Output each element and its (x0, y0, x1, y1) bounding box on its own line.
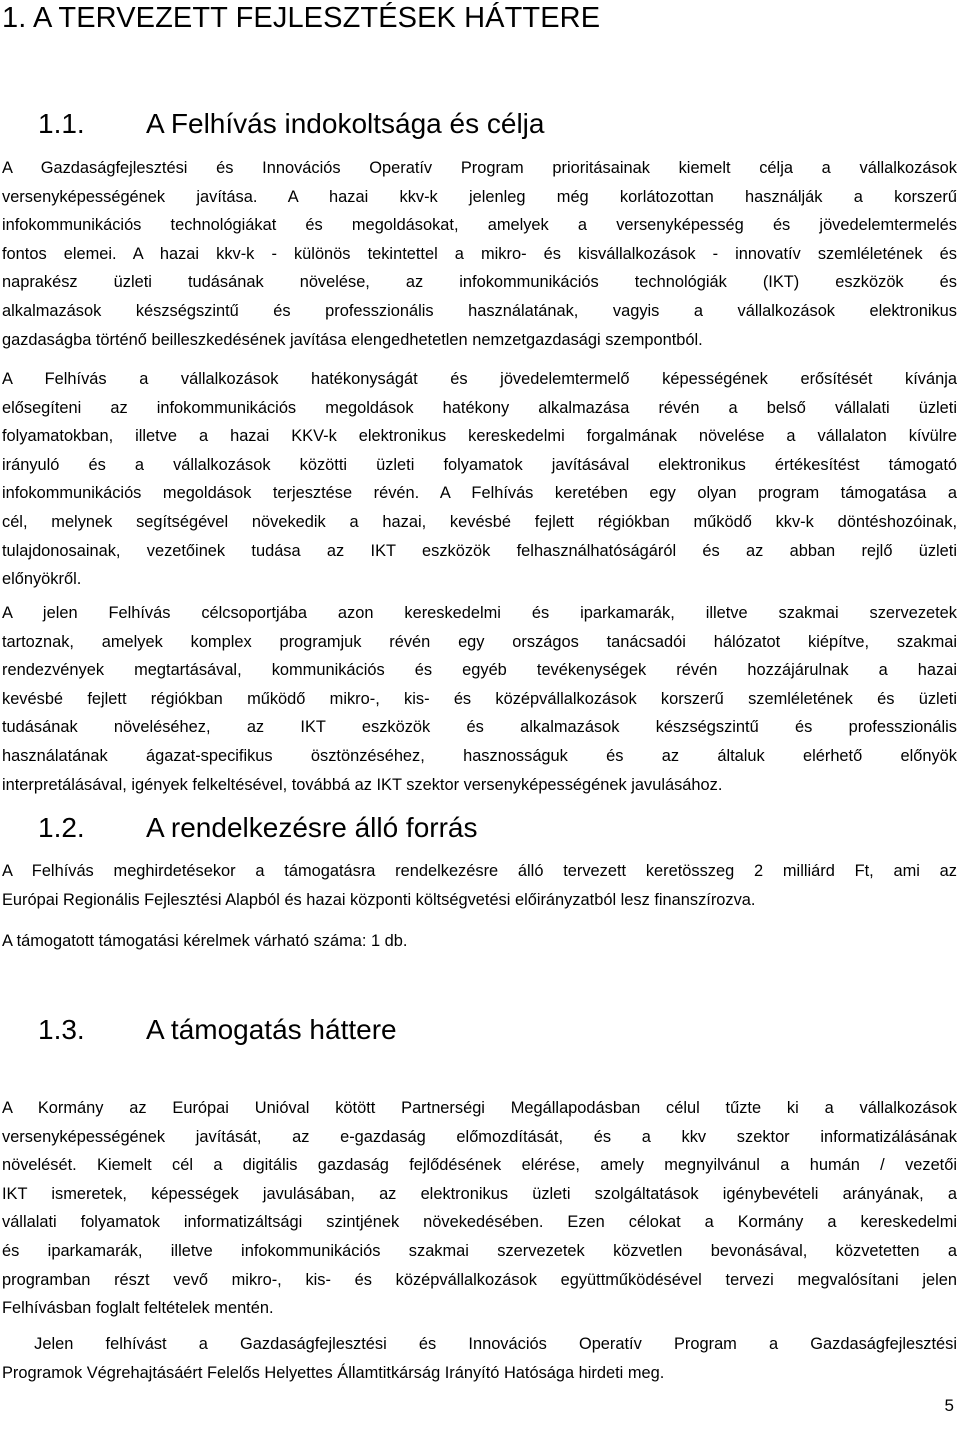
section-number: 1.3. (38, 1014, 85, 1045)
paragraph-line: alkalmazások készségszintű és professzionális használatának, vagyis a vállalkozások elektronikus (2, 301, 957, 320)
paragraph-line: irányuló és a vállalkozások közötti üzleti folyamatok javításával elektronikus értékesítést támogató (2, 455, 957, 474)
paragraph-line: interpretálásával, igények felkeltésével, továbbá az IKT szektor versenyképességének javulásához. (2, 775, 723, 794)
paragraph-line: cél, melynek segítségével növekedik a hazai, kevésbé fejlett régiókban működő kkv-k döntéshozóinak, (2, 512, 957, 531)
paragraph-line: fontos elemei. A hazai kkv-k - különös tekintettel a mikro- és kisvállalkozások - innovatív szemléletének és (2, 244, 957, 263)
section-title: A támogatás háttere (146, 1014, 397, 1045)
paragraph-line: A Gazdaságfejlesztési és Innovációs Operatív Program prioritásainak kiemelt célja a vállalkozások (2, 159, 957, 177)
paragraph-line: előnyökről. (2, 570, 82, 589)
section-heading (38, 108, 544, 140)
paragraph-line: tudásának növeléséhez, az IKT eszközök és alkalmazások készségszintű és professzionális (2, 718, 957, 737)
paragraph (2, 154, 957, 354)
paragraph-line: tartoznak, amelyek komplex programjuk révén egy országos tanácsadói hálózatot kiépítve, szakmai (2, 632, 957, 651)
section-title: A rendelkezésre álló forrás (146, 812, 478, 843)
section-number: 1.1. (38, 108, 85, 139)
paragraph (2, 365, 957, 594)
paragraph-line: programban részt vevő mikro-, kis- és középvállalkozások együttműködésével tervezi megvalósítani jelen (2, 1270, 957, 1289)
paragraph-line: Európai Regionális Fejlesztési Alapból és hazai központi költségvetési előirányzatból lesz finanszírozva. (2, 890, 756, 909)
paragraph-line: infokommunikációs megoldások terjesztése révén. A Felhívás keretében egy olyan program támogatása a (2, 484, 957, 503)
paragraph-line: A támogatott támogatási kérelmek várható száma: 1 db. (2, 932, 408, 950)
paragraph-line: versenyképességének javítása. A hazai kkv-k jelenleg még korlátozottan használják a korszerű (2, 187, 957, 206)
paragraph-line: A Felhívás meghirdetésekor a támogatásra rendelkezésre álló tervezett keretösszeg 2 milliárd Ft, ami az (2, 862, 957, 880)
section-heading (38, 1014, 397, 1046)
paragraph-line: A Kormány az Európai Unióval kötött Partnerségi Megállapodásban célul tűzte ki a vállalkozások (2, 1099, 957, 1117)
page-number: 5 (944, 1396, 954, 1415)
paragraph-line: A jelen Felhívás célcsoportjába azon kereskedelmi és iparkamarák, illetve szakmai szervezetek (2, 604, 957, 622)
paragraph-line: A Felhívás a vállalkozások hatékonyságát és jövedelemtermelő képességének erősítését kívánja (2, 370, 957, 388)
paragraph-line: versenyképességének javítását, az e-gazdaság előmozdítását, és a kkv szektor informatizálásának (2, 1127, 957, 1146)
paragraph-line: és iparkamarák, illetve infokommunikációs szakmai szervezetek közvetlen bevonásával, közvetetten a (2, 1241, 957, 1260)
paragraph-line: növelését. Kiemelt cél a digitális gazdaság fejlődésének elérése, amely megnyilvánul a humán / vezetői (2, 1156, 957, 1175)
paragraph (2, 1330, 957, 1387)
paragraph-line: Felhívásban foglalt feltételek mentén. (2, 1299, 274, 1318)
paragraph-line: folyamatokban, illetve a hazai KKV-k elektronikus kereskedelmi forgalmának növelése a vállalaton kívülre (2, 427, 957, 446)
paragraph (2, 1094, 957, 1323)
section-number: 1.2. (38, 812, 85, 843)
paragraph-line: vállalati folyamatok informatizáltsági szintjének növekedésében. Ezen célokat a Kormány a kereskedelmi (2, 1213, 957, 1232)
paragraph-line: infokommunikációs technológiákat és megoldásokat, amelyek a versenyképesség és jövedelemtermelés (2, 216, 957, 235)
paragraph-line: használatának ágazat-specifikus ösztönzéséhez, hasznosságuk és az általuk elérhető előnyök (2, 746, 957, 765)
section-heading (38, 812, 478, 844)
paragraph-line: naprakész üzleti tudásának növelése, az infokommunikációs technológiák (IKT) eszközök és (2, 273, 957, 292)
paragraph-line: kevésbé fejlett régiókban működő mikro-, kis- és középvállalkozások korszerű szemléletének és üzleti (2, 689, 957, 708)
paragraph-line: tulajdonosainak, vezetőinek tudása az IKT eszközök felhasználhatóságáról és az abban rejlő üzleti (2, 541, 957, 560)
section-title: A Felhívás indokoltsága és célja (146, 108, 545, 139)
paragraph (2, 857, 957, 914)
paragraph-line: Jelen felhívást a Gazdaságfejlesztési és Innovációs Operatív Program a Gazdaságfejlesztési (2, 1335, 957, 1353)
paragraph-line: Programok Végrehajtásáért Felelős Helyettes Államtitkárság Irányító Hatósága hirdeti meg. (2, 1363, 665, 1382)
paragraph-line: elősegíteni az infokommunikációs megoldások hatékony alkalmazása révén a belső vállalati üzleti (2, 398, 957, 417)
paragraph (2, 927, 957, 956)
paragraph-line: IKT ismeretek, képességek javulásában, az elektronikus üzleti szolgáltatások igénybevételi arányának, a (2, 1184, 957, 1203)
paragraph-line: gazdaságba történő beilleszkedésének javítása elengedhetetlen nemzetgazdasági szempontból. (2, 330, 703, 349)
paragraph (2, 599, 957, 799)
chapter-title: 1. A TERVEZETT FEJLESZTÉSEK HÁTTERE (2, 2, 601, 34)
paragraph-line: rendezvények megtartásával, kommunikációs és egyéb tevékenységek révén hozzájárulnak a hazai (2, 661, 957, 680)
